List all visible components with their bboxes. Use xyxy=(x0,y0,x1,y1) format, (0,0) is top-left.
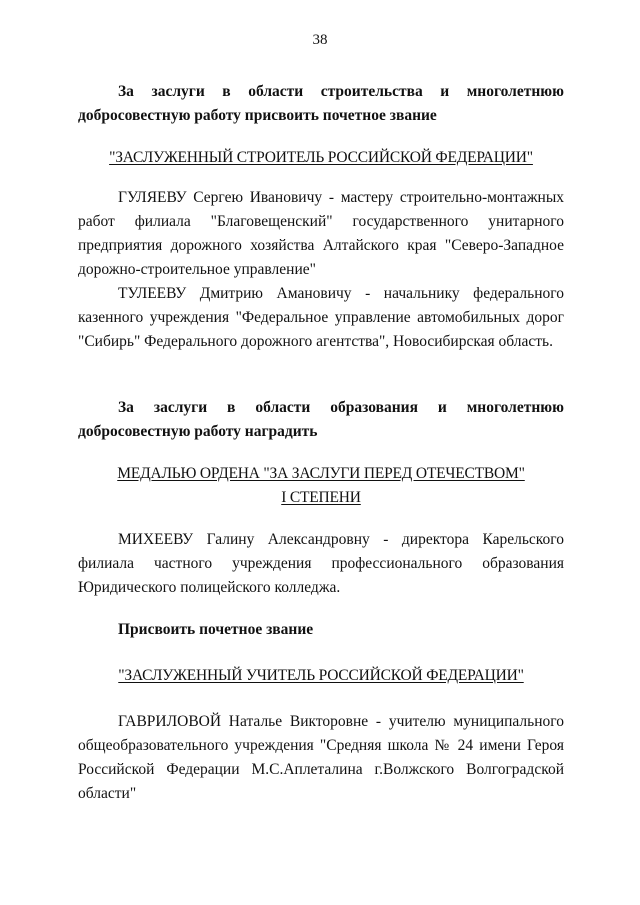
section-2-title-line-2: I СТЕПЕНИ xyxy=(281,489,361,506)
section-2-title xyxy=(78,462,564,510)
section-1-title: "ЗАСЛУЖЕННЫЙ СТРОИТЕЛЬ РОССИЙСКОЙ ФЕДЕРАЦИИ" xyxy=(109,149,533,166)
page-number: 38 xyxy=(312,32,328,48)
section-3-title: "ЗАСЛУЖЕННЫЙ УЧИТЕЛЬ РОССИЙСКОЙ ФЕДЕРАЦИИ" xyxy=(118,667,524,684)
section-2-title-line-1: МЕДАЛЬЮ ОРДЕНА "ЗА ЗАСЛУГИ ПЕРЕД ОТЕЧЕСТВОМ" xyxy=(117,465,525,482)
section-1-entry-1: ГУЛЯЕВУ Сергею Ивановичу - мастеру строительно-монтажных работ филиала "Благовещенский" государственного унитарного предприятия дорожного хозяйства Алтайского края "Северо-Западное дорожно-строительное управление" xyxy=(78,189,564,278)
section-3-entry-1: ГАВРИЛОВОЙ Наталье Викторовне - учителю муниципального общеобразовательного учреждения "Средняя школа № 24 имени Героя Российской Федерации М.С.Аплеталина г.Волжского Волгоградской области" xyxy=(78,713,564,802)
section-3-heading: Присвоить почетное звание xyxy=(118,621,314,638)
section-1-entry-2: ТУЛЕЕВУ Дмитрию Амановичу - начальнику федерального казенного учреждения "Федеральное управление автомобильных дорог "Сибирь" Федерального дорожного агентства", Новосибирская область. xyxy=(78,285,564,350)
section-1-heading: За заслуги в области строительства и многолетнюю добросовестную работу присвоить почетное звание xyxy=(78,83,564,124)
section-2-heading: За заслуги в области образования и многолетнюю добросовестную работу наградить xyxy=(78,399,564,440)
section-2-entry-1: МИХЕЕВУ Галину Александровну - директора Карельского филиала частного учреждения профессионального образования Юридического полицейского колледжа. xyxy=(78,531,564,596)
